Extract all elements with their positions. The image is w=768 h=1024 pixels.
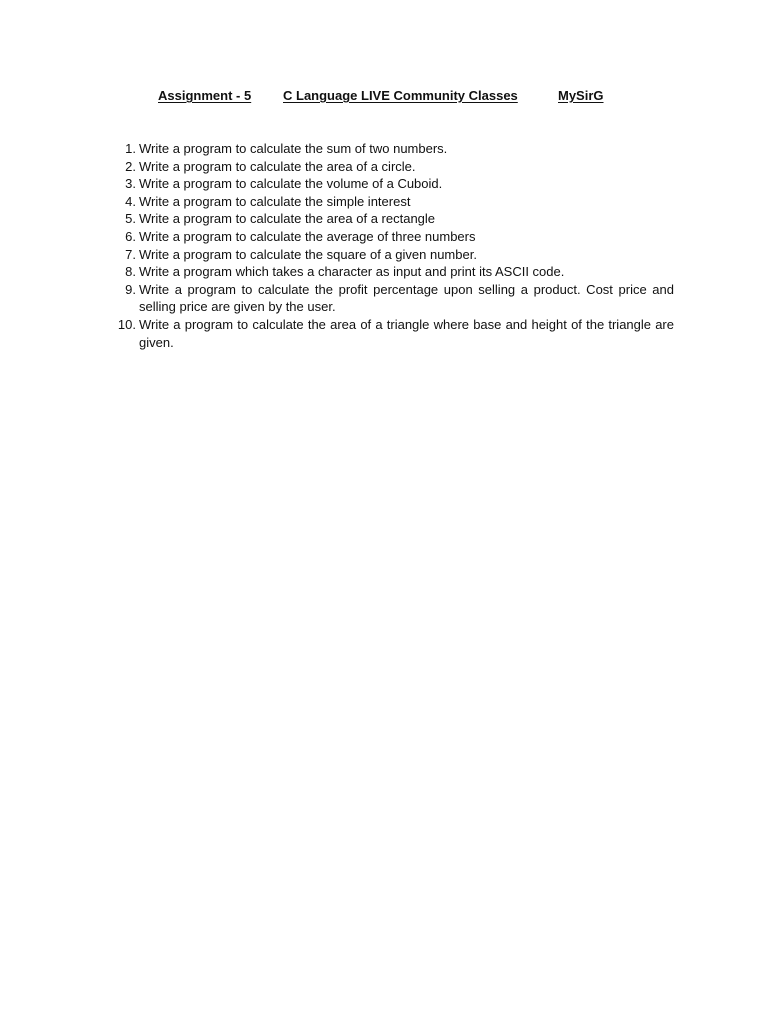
task-item	[112, 263, 674, 281]
brand-name: MySirG	[558, 88, 604, 103]
task-text: Write a program which takes a character as input and print its ASCII code.	[139, 264, 565, 280]
task-item	[112, 175, 674, 193]
task-item	[112, 210, 674, 228]
task-item	[112, 193, 674, 211]
task-item	[112, 281, 674, 316]
task-text: Write a program to calculate the sum of two numbers.	[139, 141, 448, 156]
task-item	[112, 140, 674, 158]
task-number: 7.	[125, 246, 136, 262]
task-item	[112, 316, 674, 351]
task-text: Write a program to calculate the area of a triangle where base and height of the triangle are given.	[139, 316, 674, 350]
task-number: 5.	[125, 211, 136, 227]
task-number: 9.	[125, 281, 136, 297]
task-number: 3.	[125, 176, 136, 192]
task-item	[112, 228, 674, 246]
task-text: Write a program to calculate the average of three numbers	[139, 228, 476, 244]
task-list	[112, 140, 674, 351]
assignment-title: Assignment - 5	[158, 88, 252, 103]
course-title: C Language LIVE Community Classes	[283, 88, 518, 103]
task-text: Write a program to calculate the area of a circle.	[139, 158, 416, 174]
task-number: 8.	[125, 264, 136, 280]
task-item	[112, 158, 674, 176]
task-text: Write a program to calculate the area of a rectangle	[139, 211, 436, 227]
task-text: Write a program to calculate the volume of a Cuboid.	[139, 176, 443, 192]
task-number: 2.	[125, 158, 136, 174]
task-text: Write a program to calculate the simple interest	[139, 193, 411, 209]
task-number: 6.	[125, 228, 136, 244]
task-text: Write a program to calculate the profit percentage upon selling a product. Cost price and selling price are given by the user.	[139, 281, 674, 315]
task-number: 1.	[125, 141, 136, 156]
task-number: 4.	[125, 193, 136, 209]
task-number: 10.	[117, 316, 136, 332]
task-text: Write a program to calculate the square of a given number.	[139, 246, 477, 262]
task-item	[112, 246, 674, 264]
